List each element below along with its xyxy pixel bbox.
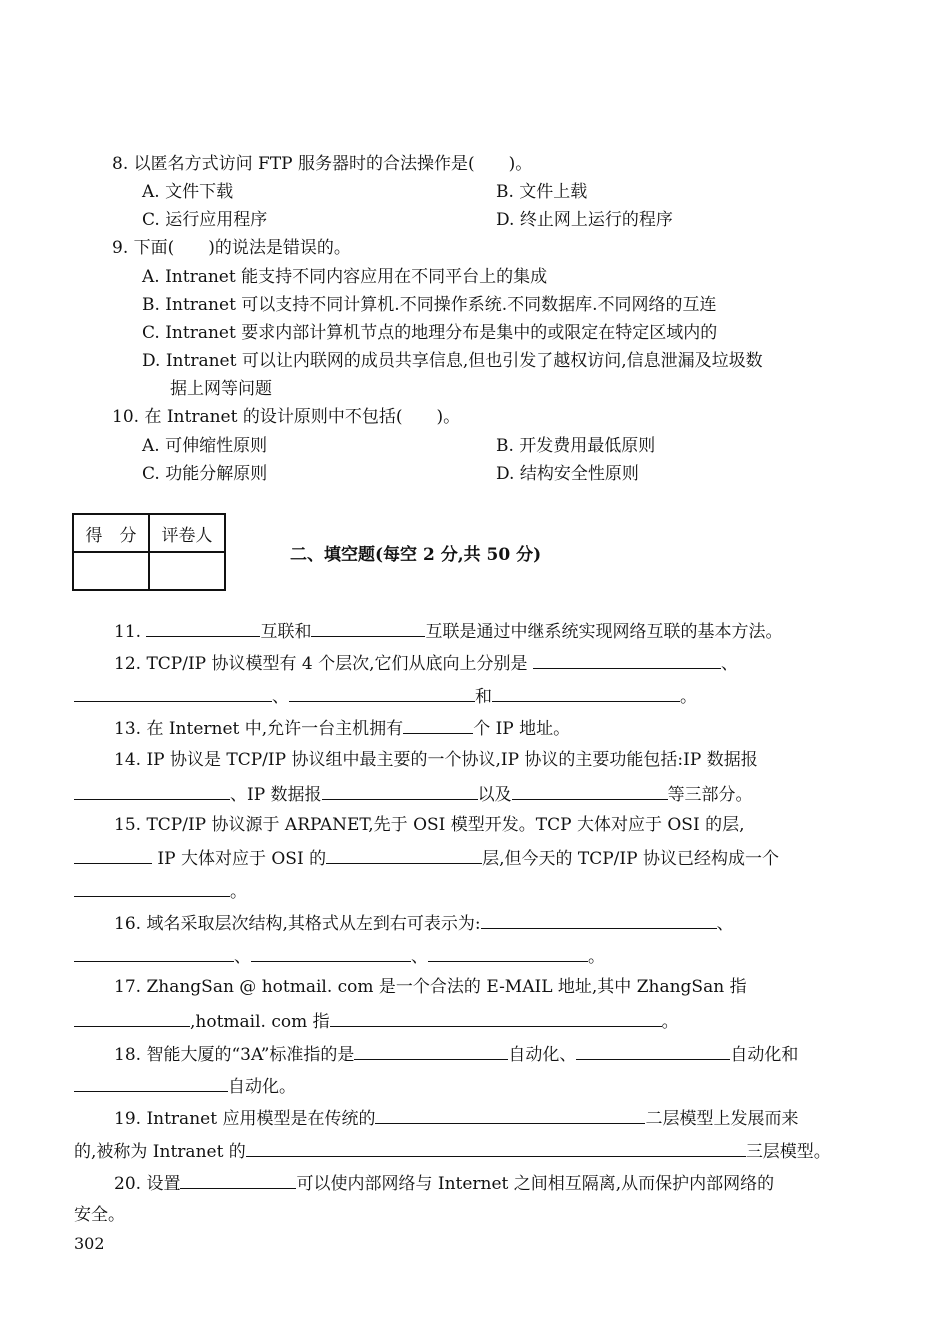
question-14-line-1: 14. IP 协议是 TCP/IP 协议组中最主要的一个协议,IP 协议的主要功能包括:IP 数据报 [114, 750, 758, 770]
question-15-text-2: 层,但今天的 TCP/IP 协议已经构成一个 [482, 849, 779, 869]
question-18-text-1: 18. 智能大厦的“3A”标准指的是 [114, 1045, 355, 1065]
blank-13-1 [403, 715, 473, 734]
option-10a: A. 可伸缩性原则 [142, 436, 268, 456]
blank-12-4 [492, 683, 680, 702]
question-15-text-1: IP 大体对应于 OSI 的 [157, 849, 327, 869]
question-19-text-2: 二层模型上发展而来 [645, 1109, 799, 1129]
blank-18-3 [74, 1073, 228, 1092]
question-18-line-2 [74, 1073, 296, 1099]
blank-12-3 [289, 683, 475, 702]
option-9b: B. Intranet 可以支持不同计算机.不同操作系统.不同数据库.不同网络的互连 [142, 295, 717, 315]
period: 。 [680, 687, 697, 707]
question-19-text-1: 19. Intranet 应用模型是在传统的 [114, 1109, 376, 1129]
question-12-line-2 [74, 683, 697, 709]
blank-11-1 [146, 618, 260, 637]
blank-15-1 [74, 845, 152, 864]
question-9-stem: 9. 下面( )的说法是错误的。 [112, 238, 351, 258]
option-9d: D. Intranet 可以让内联网的成员共享信息,但也引发了越权访问,信息泄漏及垃圾数 [142, 351, 763, 371]
question-19-text-3: 的,被称为 Intranet 的 [74, 1142, 246, 1162]
question-19-line-1 [114, 1105, 798, 1131]
question-13-text-1: 13. 在 Internet 中,允许一台主机拥有 [114, 719, 404, 739]
question-12-and: 和 [475, 687, 492, 707]
question-16-text: 16. 域名采取层次结构,其格式从左到右可表示为: [114, 914, 481, 934]
period: 。 [588, 947, 605, 967]
blank-20-1 [180, 1170, 296, 1189]
blank-19-1 [375, 1105, 645, 1124]
separator: 、 [272, 687, 289, 707]
option-10b: B. 开发费用最低原则 [496, 436, 656, 456]
option-10d: D. 结构安全性原则 [496, 464, 639, 484]
option-9c: C. Intranet 要求内部计算机节点的地理分布是集中的或限定在特定区域内的 [142, 323, 718, 343]
question-18-text-2: 自动化、 [508, 1045, 577, 1065]
question-19-line-2 [74, 1138, 831, 1164]
question-14-text-3: 等三部分。 [667, 785, 753, 805]
question-17-text-1: ,hotmail. com 指 [190, 1012, 330, 1032]
blank-16-3 [251, 943, 411, 962]
blank-17-2 [330, 1008, 662, 1027]
question-19-text-4: 三层模型。 [745, 1142, 831, 1162]
question-12-line-1 [114, 650, 738, 676]
blank-18-1 [354, 1041, 508, 1060]
question-8-stem: 8. 以匿名方式访问 FTP 服务器时的合法操作是( )。 [112, 154, 533, 174]
question-20-text-1: 20. 设置 [114, 1174, 181, 1194]
option-8d: D. 终止网上运行的程序 [496, 210, 673, 230]
question-16-line-1 [114, 910, 734, 936]
question-17-line-2 [74, 1008, 679, 1034]
blank-16-2 [74, 943, 234, 962]
question-18-text-4: 自动化。 [228, 1077, 296, 1097]
question-14-line-2 [74, 781, 753, 807]
question-11-number: 11. [114, 622, 142, 642]
option-9d-cont: 据上网等问题 [170, 379, 272, 399]
score-table [72, 513, 226, 591]
blank-15-2 [326, 845, 482, 864]
blank-14-2 [322, 781, 478, 800]
blank-15-3 [74, 878, 230, 897]
score-cell [73, 552, 149, 590]
question-16-line-2 [74, 943, 605, 969]
score-header: 得 分 [73, 514, 149, 552]
separator: 、 [720, 654, 738, 674]
question-13-text-2: 个 IP 地址。 [473, 719, 571, 739]
question-15-line-1: 15. TCP/IP 协议源于 ARPANET,先于 OSI 模型开发。TCP 大体对应于 OSI 的层, [114, 815, 745, 835]
question-18-line-1 [114, 1041, 798, 1067]
question-20-text-2: 可以使内部网络与 Internet 之间相互隔离,从而保护内部网络的 [296, 1174, 775, 1194]
question-11 [114, 618, 782, 644]
section-title: 二、填空题(每空 2 分,共 50 分) [290, 545, 542, 565]
question-11-text-2: 互联是通过中继系统实现网络互联的基本方法。 [425, 622, 783, 642]
blank-17-1 [74, 1008, 190, 1027]
option-8b: B. 文件上载 [496, 182, 588, 202]
question-20-line-2: 安全。 [74, 1205, 125, 1225]
blank-12-2 [74, 683, 272, 702]
option-9a: A. Intranet 能支持不同内容应用在不同平台上的集成 [142, 267, 548, 287]
separator: 、 [716, 914, 734, 934]
separator: 、 [411, 947, 428, 967]
page-number: 302 [74, 1234, 105, 1253]
question-18-text-3: 自动化和 [730, 1045, 799, 1065]
option-10c: C. 功能分解原则 [142, 464, 268, 484]
blank-19-2 [246, 1138, 746, 1157]
question-11-text-1: 互联和 [260, 622, 312, 642]
question-20-line-1 [114, 1170, 774, 1196]
blank-18-2 [576, 1041, 730, 1060]
question-14-text-2: 以及 [477, 785, 512, 805]
blank-14-1 [74, 781, 230, 800]
question-15-line-3 [74, 878, 247, 904]
blank-16-4 [428, 943, 588, 962]
question-12-text: 12. TCP/IP 协议模型有 4 个层次,它们从底向上分别是 [114, 654, 528, 674]
period: 。 [661, 1012, 679, 1032]
grader-cell [149, 552, 225, 590]
question-13 [114, 715, 570, 741]
option-8a: A. 文件下载 [142, 182, 234, 202]
period: 。 [230, 882, 247, 902]
question-15-line-2 [74, 845, 779, 871]
grader-header: 评卷人 [149, 514, 225, 552]
question-14-text-1: 、IP 数据报 [230, 785, 322, 805]
blank-12-1 [533, 650, 721, 669]
blank-14-3 [512, 781, 668, 800]
option-8c: C. 运行应用程序 [142, 210, 268, 230]
blank-16-1 [481, 910, 717, 929]
blank-11-2 [311, 618, 425, 637]
question-17-line-1: 17. ZhangSan @ hotmail. com 是一个合法的 E-MAIL 地址,其中 ZhangSan 指 [114, 977, 747, 997]
question-10-stem: 10. 在 Intranet 的设计原则中不包括( )。 [112, 407, 461, 427]
separator: 、 [234, 947, 251, 967]
